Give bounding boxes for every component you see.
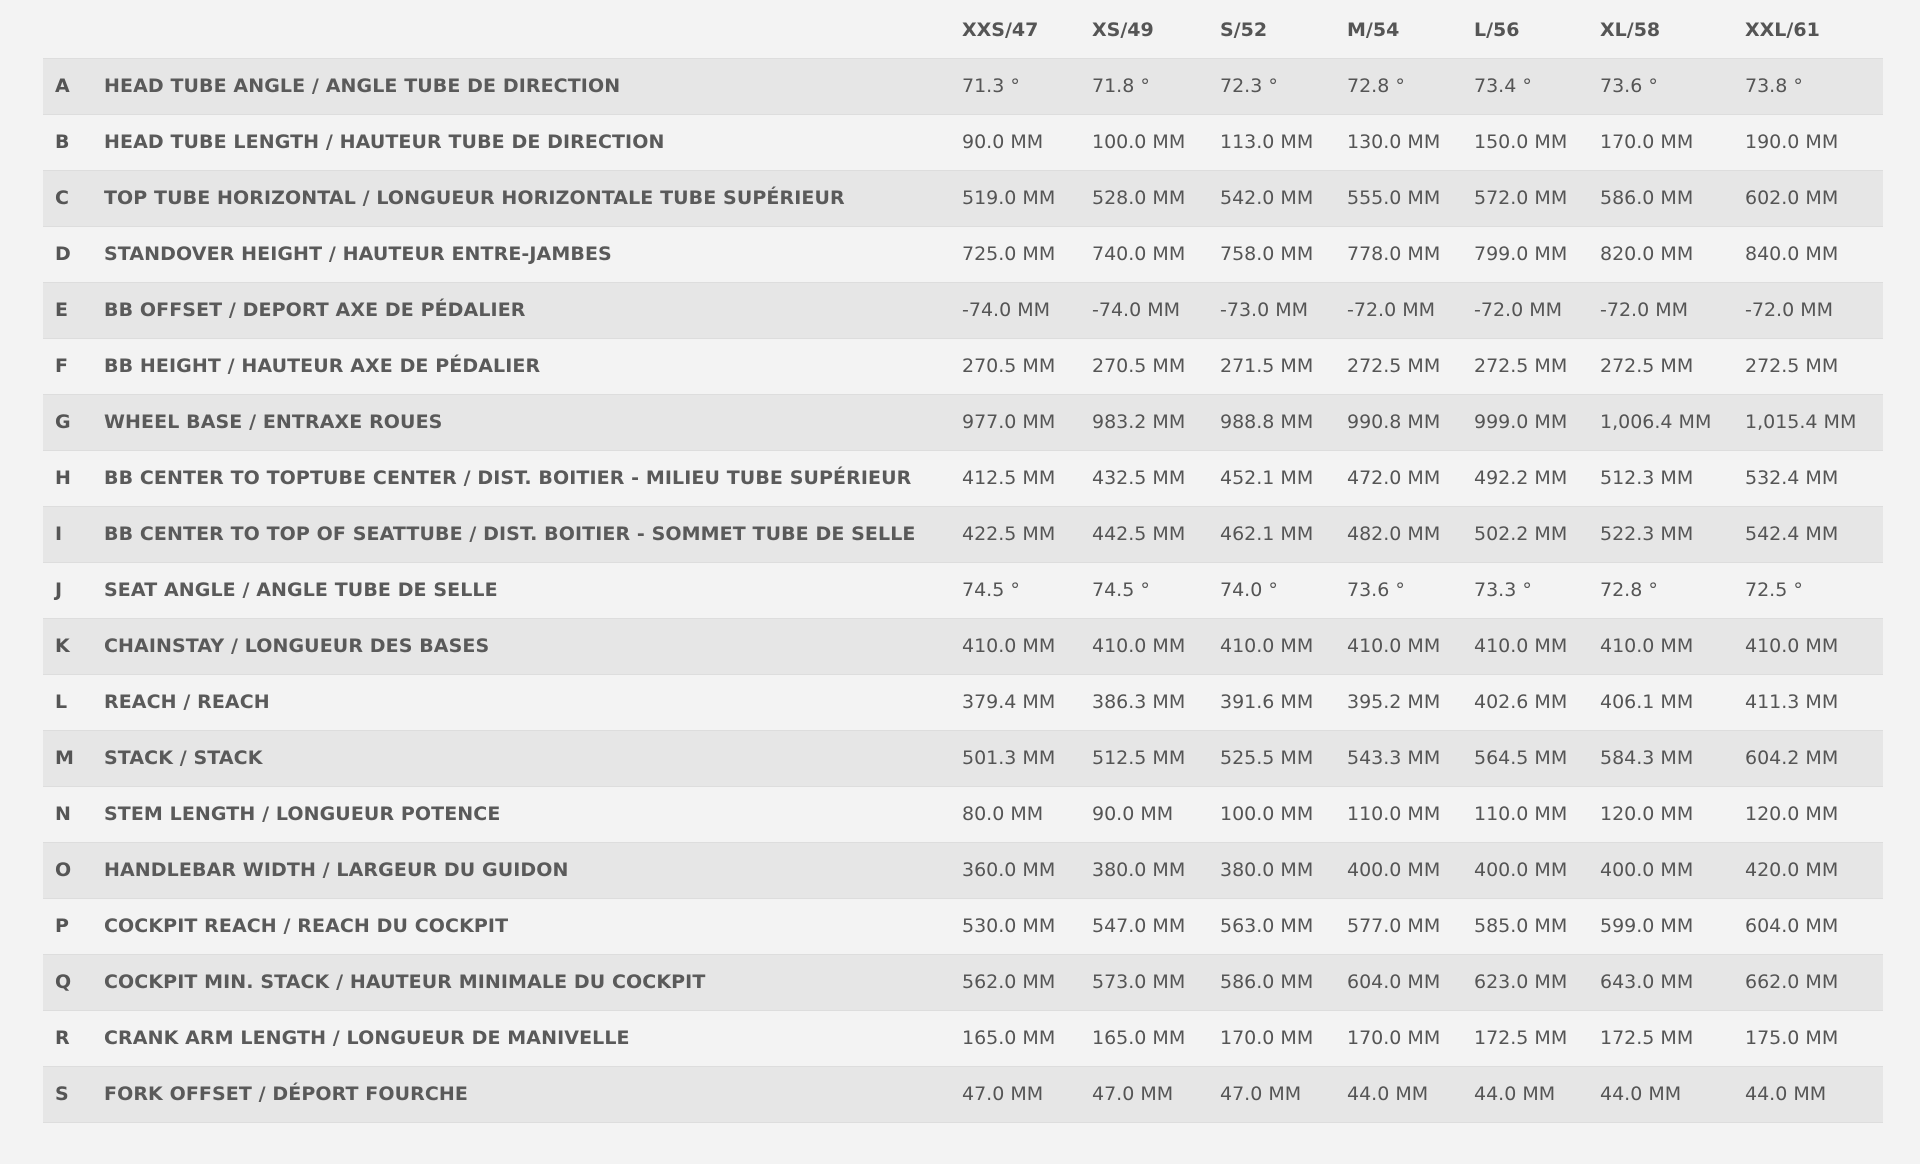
row-value: 271.5 MM — [1220, 355, 1314, 377]
row-value: 472.0 MM — [1347, 467, 1441, 489]
size-header: XXS/47 — [962, 18, 1039, 41]
row-value: 73.6 ° — [1347, 579, 1405, 601]
row-value: 73.8 ° — [1745, 75, 1803, 97]
row-letter: Q — [55, 971, 72, 993]
row-value: 563.0 MM — [1220, 915, 1314, 937]
table-row — [43, 58, 1883, 114]
row-label: HANDLEBAR WIDTH / LARGEUR DU GUIDON — [104, 859, 569, 881]
header-label-cell — [104, 0, 962, 58]
row-value: 1,015.4 MM — [1745, 411, 1857, 433]
row-value: 411.3 MM — [1745, 691, 1839, 713]
row-value: 799.0 MM — [1474, 243, 1568, 265]
row-value: 410.0 MM — [1600, 635, 1694, 657]
row-label: TOP TUBE HORIZONTAL / LONGUEUR HORIZONTALE TUBE SUPÉRIEUR — [104, 187, 845, 209]
row-label: STEM LENGTH / LONGUEUR POTENCE — [104, 803, 501, 825]
table-row — [43, 1010, 1883, 1066]
row-value: 74.5 ° — [962, 579, 1020, 601]
row-letter: S — [55, 1083, 69, 1105]
row-value: 44.0 MM — [1600, 1083, 1682, 1105]
row-value: 379.4 MM — [962, 691, 1056, 713]
row-value: 380.0 MM — [1220, 859, 1314, 881]
row-value: 172.5 MM — [1474, 1027, 1568, 1049]
row-value: 410.0 MM — [1474, 635, 1568, 657]
row-letter: N — [55, 803, 71, 825]
row-value: 165.0 MM — [962, 1027, 1056, 1049]
row-value: 395.2 MM — [1347, 691, 1441, 713]
table-row — [43, 674, 1883, 730]
row-value: 462.1 MM — [1220, 523, 1314, 545]
table-row — [43, 730, 1883, 786]
row-value: 1,006.4 MM — [1600, 411, 1712, 433]
table-row — [43, 394, 1883, 450]
row-value: 410.0 MM — [1347, 635, 1441, 657]
row-value: 402.6 MM — [1474, 691, 1568, 713]
row-value: 272.5 MM — [1745, 355, 1839, 377]
row-letter: P — [55, 915, 69, 937]
row-value: 643.0 MM — [1600, 971, 1694, 993]
row-value: 420.0 MM — [1745, 859, 1839, 881]
row-value: 547.0 MM — [1092, 915, 1186, 937]
row-value: 44.0 MM — [1474, 1083, 1556, 1105]
row-value: 72.3 ° — [1220, 75, 1278, 97]
row-value: 840.0 MM — [1745, 243, 1839, 265]
row-value: 380.0 MM — [1092, 859, 1186, 881]
row-value: 410.0 MM — [1220, 635, 1314, 657]
table-row — [43, 842, 1883, 898]
size-header: L/56 — [1474, 18, 1520, 41]
row-value: 564.5 MM — [1474, 747, 1568, 769]
row-value: 585.0 MM — [1474, 915, 1568, 937]
row-value: 72.8 ° — [1347, 75, 1405, 97]
row-value: 604.0 MM — [1745, 915, 1839, 937]
row-value: 599.0 MM — [1600, 915, 1694, 937]
row-value: 501.3 MM — [962, 747, 1056, 769]
size-header: M/54 — [1347, 18, 1400, 41]
row-letter: I — [55, 523, 63, 545]
row-value: 74.0 ° — [1220, 579, 1278, 601]
row-value: 604.0 MM — [1347, 971, 1441, 993]
row-value: 532.4 MM — [1745, 467, 1839, 489]
table-header — [43, 0, 1883, 58]
row-value: 71.3 ° — [962, 75, 1020, 97]
row-value: 72.5 ° — [1745, 579, 1803, 601]
row-letter: E — [55, 299, 68, 321]
row-value: 662.0 MM — [1745, 971, 1839, 993]
row-value: 100.0 MM — [1092, 131, 1186, 153]
row-value: 72.8 ° — [1600, 579, 1658, 601]
row-value: 512.3 MM — [1600, 467, 1694, 489]
row-label: COCKPIT MIN. STACK / HAUTEUR MINIMALE DU COCKPIT — [104, 971, 706, 993]
table-row — [43, 338, 1883, 394]
row-value: 555.0 MM — [1347, 187, 1441, 209]
row-value: -72.0 MM — [1474, 299, 1562, 321]
row-letter: D — [55, 243, 71, 265]
row-value: 452.1 MM — [1220, 467, 1314, 489]
row-value: 80.0 MM — [962, 803, 1044, 825]
table-row — [43, 562, 1883, 618]
row-value: 172.5 MM — [1600, 1027, 1694, 1049]
row-value: -74.0 MM — [1092, 299, 1180, 321]
table-row — [43, 618, 1883, 674]
row-letter: J — [55, 579, 63, 601]
row-value: 573.0 MM — [1092, 971, 1186, 993]
row-value: 110.0 MM — [1474, 803, 1568, 825]
row-value: 820.0 MM — [1600, 243, 1694, 265]
row-value: 120.0 MM — [1600, 803, 1694, 825]
row-value: 983.2 MM — [1092, 411, 1186, 433]
table-row — [43, 282, 1883, 338]
row-value: 73.4 ° — [1474, 75, 1532, 97]
row-value: 442.5 MM — [1092, 523, 1186, 545]
row-value: 74.5 ° — [1092, 579, 1150, 601]
row-value: 270.5 MM — [962, 355, 1056, 377]
row-letter: K — [55, 635, 70, 657]
row-value: 412.5 MM — [962, 467, 1056, 489]
row-value: -72.0 MM — [1347, 299, 1435, 321]
table-row — [43, 954, 1883, 1010]
row-value: 110.0 MM — [1347, 803, 1441, 825]
row-value: 360.0 MM — [962, 859, 1056, 881]
row-value: 623.0 MM — [1474, 971, 1568, 993]
row-value: 47.0 MM — [1220, 1083, 1302, 1105]
row-label: CHAINSTAY / LONGUEUR DES BASES — [104, 635, 490, 657]
row-value: 150.0 MM — [1474, 131, 1568, 153]
row-label: BB CENTER TO TOP OF SEATTUBE / DIST. BOITIER - SOMMET TUBE DE SELLE — [104, 523, 916, 545]
table-row — [43, 898, 1883, 954]
table-row — [43, 226, 1883, 282]
row-value: 100.0 MM — [1220, 803, 1314, 825]
row-value: 272.5 MM — [1347, 355, 1441, 377]
row-value: 400.0 MM — [1347, 859, 1441, 881]
row-value: 391.6 MM — [1220, 691, 1314, 713]
table-row — [43, 170, 1883, 226]
row-value: 272.5 MM — [1474, 355, 1568, 377]
row-value: 525.5 MM — [1220, 747, 1314, 769]
row-value: 73.3 ° — [1474, 579, 1532, 601]
row-label: BB HEIGHT / HAUTEUR AXE DE PÉDALIER — [104, 355, 541, 377]
row-value: 725.0 MM — [962, 243, 1056, 265]
row-value: 999.0 MM — [1474, 411, 1568, 433]
row-label: STACK / STACK — [104, 747, 263, 769]
row-value: 120.0 MM — [1745, 803, 1839, 825]
row-letter: C — [55, 187, 69, 209]
row-value: 584.3 MM — [1600, 747, 1694, 769]
row-value: 990.8 MM — [1347, 411, 1441, 433]
row-value: 432.5 MM — [1092, 467, 1186, 489]
row-value: 482.0 MM — [1347, 523, 1441, 545]
row-value: 44.0 MM — [1745, 1083, 1827, 1105]
row-value: 47.0 MM — [1092, 1083, 1174, 1105]
row-value: 988.8 MM — [1220, 411, 1314, 433]
row-value: 586.0 MM — [1220, 971, 1314, 993]
row-value: 604.2 MM — [1745, 747, 1839, 769]
row-label: COCKPIT REACH / REACH DU COCKPIT — [104, 915, 509, 937]
row-label: REACH / REACH — [104, 691, 270, 713]
table-row — [43, 506, 1883, 562]
row-letter: B — [55, 131, 70, 153]
row-value: 543.3 MM — [1347, 747, 1441, 769]
row-value: 758.0 MM — [1220, 243, 1314, 265]
size-header: XS/49 — [1092, 18, 1154, 41]
row-label: BB OFFSET / DEPORT AXE DE PÉDALIER — [104, 299, 526, 321]
row-label: STANDOVER HEIGHT / HAUTEUR ENTRE-JAMBES — [104, 243, 612, 265]
row-value: 47.0 MM — [962, 1083, 1044, 1105]
row-value: 71.8 ° — [1092, 75, 1150, 97]
row-value: 170.0 MM — [1220, 1027, 1314, 1049]
row-value: 44.0 MM — [1347, 1083, 1429, 1105]
row-value: 977.0 MM — [962, 411, 1056, 433]
table-body — [43, 58, 1883, 1122]
size-header: XL/58 — [1600, 18, 1661, 41]
row-value: 190.0 MM — [1745, 131, 1839, 153]
row-value: 778.0 MM — [1347, 243, 1441, 265]
row-letter: O — [55, 859, 72, 881]
row-value: 400.0 MM — [1474, 859, 1568, 881]
size-header: XXL/61 — [1745, 18, 1820, 41]
table-row — [43, 450, 1883, 506]
row-value: 422.5 MM — [962, 523, 1056, 545]
row-letter: H — [55, 467, 71, 489]
row-value: -72.0 MM — [1600, 299, 1688, 321]
row-value: 410.0 MM — [1745, 635, 1839, 657]
row-value: 170.0 MM — [1600, 131, 1694, 153]
row-value: -73.0 MM — [1220, 299, 1308, 321]
row-label: WHEEL BASE / ENTRAXE ROUES — [104, 411, 443, 433]
row-letter: L — [55, 691, 68, 713]
row-value: -74.0 MM — [962, 299, 1050, 321]
row-value: 130.0 MM — [1347, 131, 1441, 153]
row-value: 175.0 MM — [1745, 1027, 1839, 1049]
row-value: 577.0 MM — [1347, 915, 1441, 937]
row-value: 530.0 MM — [962, 915, 1056, 937]
row-value: 400.0 MM — [1600, 859, 1694, 881]
header-row — [43, 0, 1883, 58]
row-value: 492.2 MM — [1474, 467, 1568, 489]
row-value: 90.0 MM — [962, 131, 1044, 153]
row-value: 410.0 MM — [962, 635, 1056, 657]
row-value: 386.3 MM — [1092, 691, 1186, 713]
row-value: 90.0 MM — [1092, 803, 1174, 825]
row-value: 519.0 MM — [962, 187, 1056, 209]
row-value: 740.0 MM — [1092, 243, 1186, 265]
row-value: 572.0 MM — [1474, 187, 1568, 209]
row-label: HEAD TUBE LENGTH / HAUTEUR TUBE DE DIRECTION — [104, 131, 665, 153]
row-value: 406.1 MM — [1600, 691, 1694, 713]
geometry-table-container — [43, 0, 1883, 1123]
row-value: 165.0 MM — [1092, 1027, 1186, 1049]
row-value: 586.0 MM — [1600, 187, 1694, 209]
row-label: SEAT ANGLE / ANGLE TUBE DE SELLE — [104, 579, 498, 601]
row-letter: G — [55, 411, 71, 433]
row-value: 512.5 MM — [1092, 747, 1186, 769]
row-letter: M — [55, 747, 74, 769]
row-value: -72.0 MM — [1745, 299, 1833, 321]
row-value: 522.3 MM — [1600, 523, 1694, 545]
table-row — [43, 114, 1883, 170]
row-label: CRANK ARM LENGTH / LONGUEUR DE MANIVELLE — [104, 1027, 630, 1049]
geometry-table — [43, 0, 1883, 1123]
row-value: 270.5 MM — [1092, 355, 1186, 377]
table-row — [43, 1066, 1883, 1122]
row-value: 542.0 MM — [1220, 187, 1314, 209]
row-value: 602.0 MM — [1745, 187, 1839, 209]
table-row — [43, 786, 1883, 842]
row-value: 410.0 MM — [1092, 635, 1186, 657]
row-value: 528.0 MM — [1092, 187, 1186, 209]
row-letter: A — [55, 75, 70, 97]
row-letter: F — [55, 355, 68, 377]
row-label: BB CENTER TO TOPTUBE CENTER / DIST. BOITIER - MILIEU TUBE SUPÉRIEUR — [104, 467, 912, 489]
row-value: 542.4 MM — [1745, 523, 1839, 545]
row-value: 562.0 MM — [962, 971, 1056, 993]
row-value: 272.5 MM — [1600, 355, 1694, 377]
row-value: 170.0 MM — [1347, 1027, 1441, 1049]
row-value: 73.6 ° — [1600, 75, 1658, 97]
header-letter-cell — [43, 0, 104, 58]
row-label: FORK OFFSET / DÉPORT FOURCHE — [104, 1083, 468, 1105]
row-value: 113.0 MM — [1220, 131, 1314, 153]
row-label: HEAD TUBE ANGLE / ANGLE TUBE DE DIRECTION — [104, 75, 621, 97]
row-letter: R — [55, 1027, 70, 1049]
row-value: 502.2 MM — [1474, 523, 1568, 545]
size-header: S/52 — [1220, 18, 1268, 41]
